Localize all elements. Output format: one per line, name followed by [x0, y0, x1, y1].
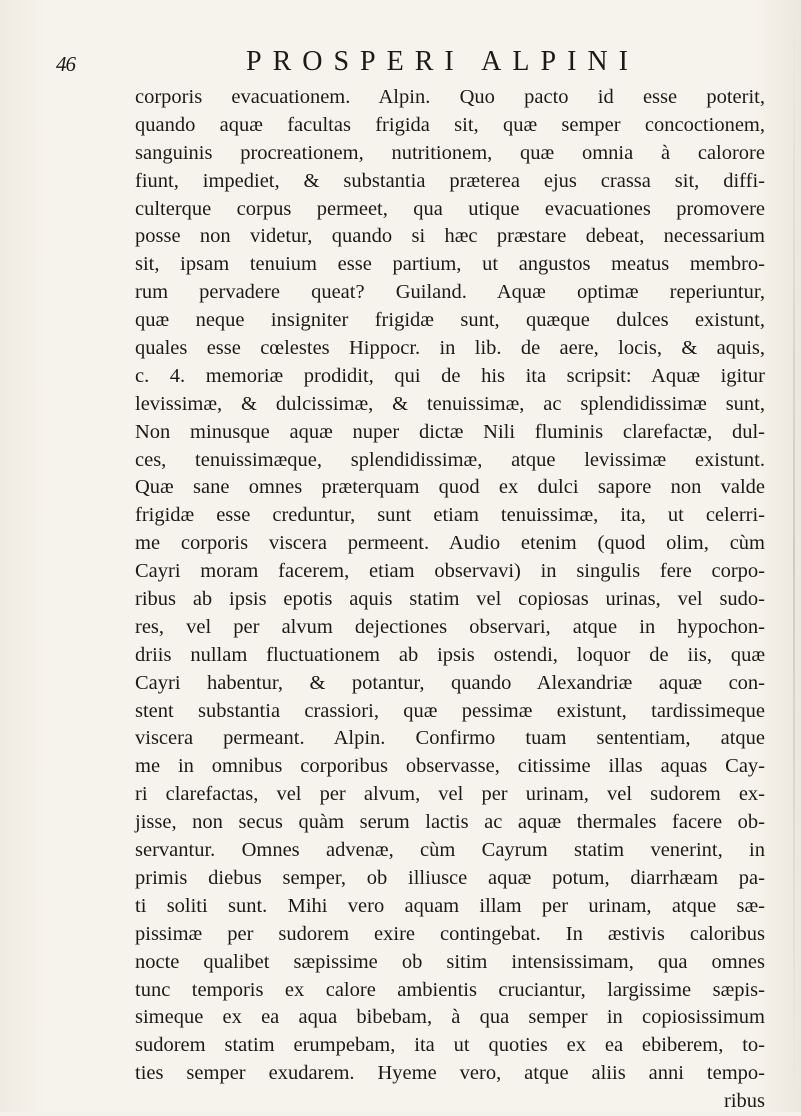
text-line: corporis evacuationem. Alpin. Quo pacto id esse poterit,: [135, 86, 765, 108]
page-number: 46: [56, 52, 75, 76]
text-line: Non minusque aquæ nuper dictæ Nili fluminis clarefactæ, dul-: [135, 420, 765, 443]
text-line: tunc temporis ex calore ambientis cruciantur, largissime sæpis-: [135, 978, 765, 1001]
text-line: nocte qualibet sæpissime ob sitim intensissimam, qua omnes: [135, 950, 765, 973]
text-line: jisse, non secus quàm serum lactis ac aquæ thermales facere ob-: [135, 811, 765, 834]
text-line: sudorem statim erumpebam, ita ut quoties ex ea ebiberem, to-: [135, 1034, 765, 1057]
text-line: viscera permeant. Alpin. Confirmo tuam sententiam, atque: [135, 727, 765, 750]
text-line: me in omnibus corporibus observasse, citissime illas aquas Cay-: [135, 755, 765, 778]
text-line: me corporis viscera permeent. Audio etenim (quod olim, cùm: [135, 532, 765, 555]
text-line: stent substantia crassiori, quæ pessimæ existunt, tardissimeque: [135, 699, 765, 722]
text-line: Quæ sane omnes præterquam quod ex dulci sapore non valde: [135, 476, 765, 499]
text-line: primis diebus semper, ob illiusce aquæ potum, diarrhæam pa-: [135, 866, 765, 889]
page-header: [56, 46, 761, 80]
text-line: fiunt, impediet, & substantia præterea ejus crassa sit, diffi-: [135, 169, 765, 192]
text-line: quæ neque insigniter frigidæ sunt, quæque dulces existunt,: [135, 309, 765, 332]
body-text: [135, 84, 765, 1116]
text-line: servantur. Omnes advenæ, cùm Cayrum statim venerint, in: [135, 839, 765, 862]
text-line: quando aquæ facultas frigida sit, quæ semper concoctionem,: [135, 113, 765, 136]
text-line: levissimæ, & dulcissimæ, & tenuissimæ, ac splendidissimæ sunt,: [135, 392, 765, 415]
text-line: posse non videtur, quando si hæc præstare debeat, necessarium: [135, 225, 765, 248]
text-line: ti soliti sunt. Mihi vero aquam illam per urinam, atque sæ-: [135, 894, 765, 917]
text-line: ribus ab ipsis epotis aquis statim vel copiosas urinas, vel sudo-: [135, 588, 765, 611]
catchword: ribus: [724, 1090, 765, 1113]
text-line: c. 4. memoriæ prodidit, qui de his ita scripsit: Aquæ igitur: [135, 364, 765, 387]
page-edge-shadow: [793, 0, 795, 1112]
text-line: simeque ex ea aqua bibebam, à qua semper in copiosissimum: [135, 1006, 765, 1029]
text-line: ces, tenuissimæque, splendidissimæ, atque levissimæ existunt.: [135, 448, 765, 471]
text-line: quales esse cœlestes Hippocr. in lib. de aere, locis, & aquis,: [135, 337, 765, 360]
text-line: Cayri moram facerem, etiam observavi) in singulis fere corpo-: [135, 560, 765, 583]
text-line: ties semper exudarem. Hyeme vero, atque aliis anni tempo-: [135, 1062, 765, 1085]
text-line: rum pervadere queat? Guiland. Aquæ optimæ reperiuntur,: [135, 281, 765, 304]
text-line: ri clarefactas, vel per alvum, vel per urinam, vel sudorem ex-: [135, 783, 765, 806]
running-head: PROSPERI ALPINI: [246, 46, 639, 77]
text-line: culterque corpus permeet, qua utique evacuationes promovere: [135, 197, 765, 220]
text-line: res, vel per alvum dejectiones observari, atque in hypochon-: [135, 615, 765, 638]
text-line: frigidæ esse creduntur, sunt etiam tenuissimæ, ita, ut celerri-: [135, 504, 765, 527]
text-line: pissimæ per sudorem exire contingebat. In æstivis caloribus: [135, 922, 765, 945]
text-line: sanguinis procreationem, nutritionem, quæ omnia à calorore: [135, 141, 765, 164]
text-line: Cayri habentur, & potantur, quando Alexandriæ aquæ con-: [135, 671, 765, 694]
text-line: driis nullam fluctuationem ab ipsis ostendi, loquor de iis, quæ: [135, 643, 765, 666]
text-line: sit, ipsam tenuium esse partium, ut angustos meatus membro-: [135, 253, 765, 276]
